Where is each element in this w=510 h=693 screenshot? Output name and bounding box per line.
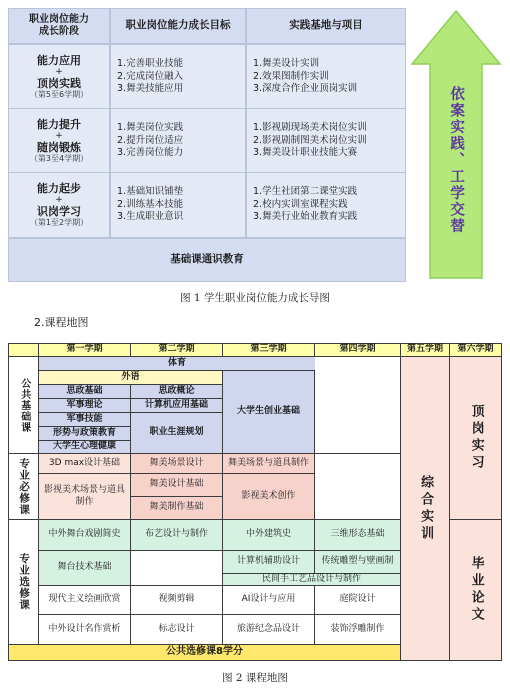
fig1-stage-term: （第1至2学期） bbox=[29, 218, 89, 228]
course-public-term1: 大学生心理健康 bbox=[39, 441, 131, 454]
fig1-project-item: 2.影视剧制图美术岗位实训 bbox=[253, 134, 367, 146]
fig1-goal-item: 2.完成岗位融入 bbox=[117, 70, 184, 82]
course-stage-scene-design: 舞美场景设计 bbox=[131, 454, 223, 474]
fig1-projects-list bbox=[246, 172, 406, 238]
fig1-goal-item: 1.基础知识铺垫 bbox=[117, 186, 184, 197]
course-foreign-language: 外语 bbox=[39, 371, 223, 385]
fig1-goals-list bbox=[110, 172, 246, 238]
fig2-caption: 图 2 课程地图 bbox=[222, 672, 288, 684]
fig1-project-item: 3.深度合作企业顶岗实训 bbox=[253, 83, 358, 94]
fig1-arrow-text: 依案实践、工学交替 bbox=[448, 85, 465, 235]
course-fabric-design: 布艺设计与制作 bbox=[131, 520, 223, 551]
course-3d-form: 三维形态基础 bbox=[315, 520, 401, 551]
fig1-goal-item: 1.舞美岗位实践 bbox=[117, 122, 184, 133]
fig1-stage-sub: 识岗学习 bbox=[37, 204, 81, 218]
fig2-term-6: 第六学期 bbox=[450, 344, 501, 357]
fig1-stage-term: （第3至4学期） bbox=[29, 154, 89, 164]
fig2-blank-term2-elective bbox=[131, 551, 223, 586]
course-comprehensive-training: 综合实训 bbox=[401, 357, 450, 660]
fig1-projects-list bbox=[246, 44, 406, 110]
course-souvenir-design: 旅游纪念品设计 bbox=[223, 615, 315, 644]
course-thesis: 毕业论文 bbox=[450, 520, 501, 660]
course-folk-crafts: 民间手工艺品设计与制作 bbox=[223, 574, 401, 586]
fig1-projects-list bbox=[246, 108, 406, 174]
fig1-stage-sub: 顶岗实践 bbox=[37, 76, 81, 90]
course-public-term2: 职业生涯规划 bbox=[131, 413, 223, 454]
course-film-art-creation: 影视美术创作 bbox=[223, 474, 315, 520]
fig1-stage-plus: + bbox=[55, 66, 63, 77]
fig1-stage-cell bbox=[8, 172, 110, 238]
fig2-term-5: 第五学期 bbox=[401, 344, 450, 357]
course-modern-painting: 现代主义绘画欣赏 bbox=[39, 586, 131, 615]
fig1-stage-sub: 随岗锻炼 bbox=[37, 140, 81, 154]
fig1-header-goals: 职业岗位能力成长目标 bbox=[110, 8, 246, 44]
fig2-term-2: 第二学期 bbox=[131, 344, 223, 357]
fig2-term-4: 第四学期 bbox=[315, 344, 401, 357]
course-public-term1: 军事技能 bbox=[39, 413, 131, 427]
course-architecture-history: 中外建筑史 bbox=[223, 520, 315, 551]
fig1-goal-item: 3.舞美技能应用 bbox=[117, 83, 184, 94]
course-internship: 顶岗实习 bbox=[450, 357, 501, 520]
course-logo-design: 标志设计 bbox=[131, 615, 223, 644]
course-relief-making: 装饰浮雕制作 bbox=[315, 615, 401, 644]
fig1-goal-item: 3.生成职业意识 bbox=[117, 211, 184, 222]
fig2-blank-term4-required bbox=[315, 454, 401, 520]
fig1-project-item: 3.舞美行业始业教育实践 bbox=[253, 211, 358, 222]
fig1-project-item: 2.效果图制作实训 bbox=[253, 70, 329, 82]
fig1-header-projects: 实践基地与项目 bbox=[246, 8, 406, 44]
course-entrepreneurship: 大学生创业基础 bbox=[223, 371, 315, 454]
fig1-stage-term: （第5至6学期） bbox=[29, 90, 89, 100]
fig1-caption: 图 1 学生职业岗位能力成长导图 bbox=[180, 292, 330, 304]
fig1-stage-title: 能力起步 bbox=[37, 181, 81, 195]
fig2-blank-term4-public bbox=[315, 357, 401, 454]
fig1-base-education: 基础课通识教育 bbox=[8, 238, 406, 282]
fig1-header-stage: 职业岗位能力 成长阶段 bbox=[8, 8, 110, 44]
fig1-project-item: 2.校内实训室课程实践 bbox=[253, 198, 348, 210]
course-video-editing: 视频剪辑 bbox=[131, 586, 223, 615]
fig1-goal-item: 2.提升岗位适应 bbox=[117, 134, 184, 146]
course-stage-design-basics: 舞美设计基础 bbox=[131, 474, 223, 497]
course-public-term2: 思政概论 bbox=[131, 385, 223, 399]
fig2-category-elective: 专业选修课 bbox=[9, 520, 39, 644]
fig1-stage-cell bbox=[8, 108, 110, 174]
course-design-masterpieces: 中外设计名作赏析 bbox=[39, 615, 131, 644]
fig1-stage-plus: + bbox=[55, 194, 63, 205]
fig2-public-electives: 公共选修课8学分 bbox=[9, 644, 401, 660]
course-stage-scene-props-making: 舞美场景与道具制作 bbox=[223, 454, 315, 474]
course-cad: 计算机辅助设计 bbox=[223, 551, 315, 574]
course-pe: 体育 bbox=[39, 357, 315, 371]
fig1-goal-item: 3.完善岗位能力 bbox=[117, 147, 184, 158]
fig1-stage-plus: + bbox=[55, 130, 63, 141]
fig1-goal-item: 1.完善职业技能 bbox=[117, 58, 184, 69]
course-3dmax: 3D max设计基础 bbox=[39, 454, 131, 474]
fig1-stage-title: 能力应用 bbox=[37, 53, 81, 67]
fig1-stage-cell bbox=[8, 44, 110, 110]
fig1-project-item: 1.学生社团第二课堂实践 bbox=[253, 186, 358, 197]
fig1-project-item: 3.舞美设计职业技能大赛 bbox=[253, 147, 358, 158]
fig2-term-3: 第三学期 bbox=[223, 344, 315, 357]
fig2-header-corner bbox=[9, 344, 39, 357]
course-public-term1: 思政基础 bbox=[39, 385, 131, 399]
fig1-stage-title: 能力提升 bbox=[37, 117, 81, 131]
course-public-term1: 形势与政策教育 bbox=[39, 427, 131, 441]
course-sculpture-mural: 传统雕塑与壁画制 bbox=[315, 551, 401, 574]
fig2-category-required: 专业必修课 bbox=[9, 454, 39, 520]
fig1-project-item: 1.影视剧现场美术岗位实训 bbox=[253, 122, 367, 133]
course-theatre-history: 中外舞台戏剧简史 bbox=[39, 520, 131, 551]
course-public-term1: 军事理论 bbox=[39, 399, 131, 413]
course-stage-tech: 舞台技术基础 bbox=[39, 551, 131, 586]
fig2-term-1: 第一学期 bbox=[39, 344, 131, 357]
course-stage-production-basics: 舞美制作基础 bbox=[131, 497, 223, 520]
fig1-goals-list bbox=[110, 108, 246, 174]
course-ai-design: AI设计与应用 bbox=[223, 586, 315, 615]
fig2-category-public: 公共基础课 bbox=[9, 357, 39, 454]
section-heading: 2.课程地图 bbox=[34, 316, 89, 329]
fig1-goal-item: 2.训练基本技能 bbox=[117, 198, 184, 210]
fig1-goals-list bbox=[110, 44, 246, 110]
course-garden-design: 庭院设计 bbox=[315, 586, 401, 615]
course-film-art-scene-props: 影视美术场景与道具制作 bbox=[39, 474, 131, 520]
course-public-term2: 计算机应用基础 bbox=[131, 399, 223, 413]
fig1-project-item: 1.舞美设计实训 bbox=[253, 58, 320, 69]
